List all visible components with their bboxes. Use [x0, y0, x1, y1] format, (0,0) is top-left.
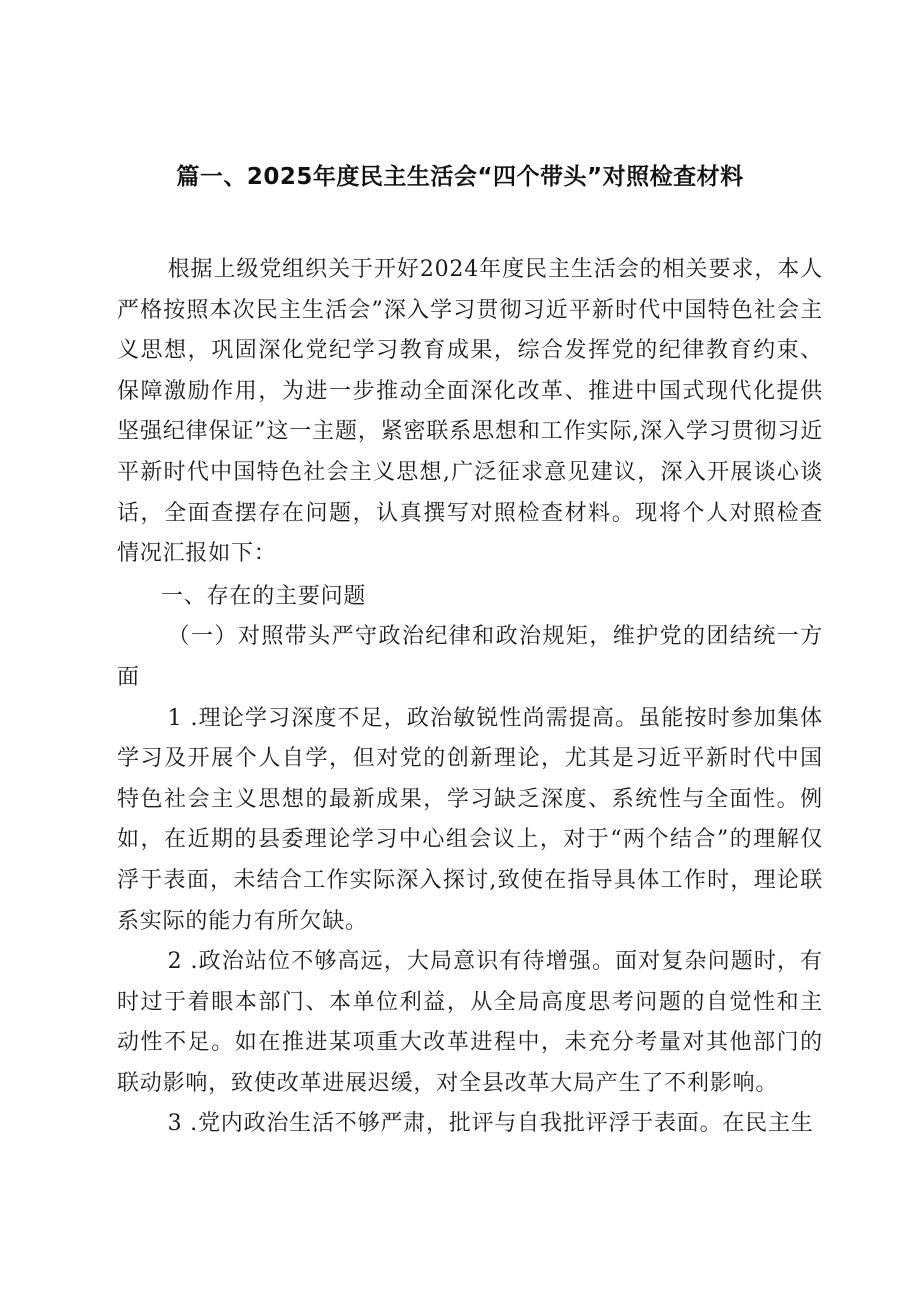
item-2-paragraph: 2 .政治站位不够高远，大局意识有待增强。面对复杂问题时，有时过于着眼本部门、本单位利益，从全局高度思考问题的自觉性和主动性不足。如在推进某项重大改革进程中，未充分考量对其他部门的联动影响，致使改革进展迟缓，对全县改革大局产生了不利影响。 [117, 949, 823, 1096]
subsection-heading: （一）对照带头严守政治纪律和政治规矩，维护党的团结统一方面 [117, 624, 823, 690]
item-1-paragraph: 1 .理论学习深度不足，政治敏锐性尚需提高。虽能按时参加集体学习及开展个人自学，但对党的创新理论，尤其是习近平新时代中国特色社会主义思想的最新成果，学习缺乏深度、系统性与全面性。例如，在近期的县委理论学习中心组会议上，对于“两个结合”的理解仅浮于表面，未结合工作实际深入探讨,致使在指导具体工作时，理论联系实际的能力有所欠缺。 [117, 705, 823, 934]
document-title: 篇一、2025年度民主生活会“四个带头”对照检查材料 [176, 164, 744, 190]
intro-paragraph: 根据上级党组织关于开好2024年度民主生活会的相关要求，本人严格按照本次民主生活会”深入学习贯彻习近平新时代中国特色社会主义思想，巩固深化党纪学习教育成果，综合发挥党的纪律教育约束、保障激励作用，为进一步推动全面深化改革、推进中国式现代化提供坚强纪律保证”这一主题，紧密联系思想和工作实际,深入学习贯彻习近平新时代中国特色社会主义思想,广泛征求意见建议，深入开展谈心谈话，全面查摆存在问题，认真撰写对照检查材料。现将个人对照检查情况汇报如下： [117, 257, 823, 567]
document-body [117, 250, 823, 1145]
section-heading: 一、存在的主要问题 [161, 583, 367, 609]
item-3-paragraph: 3 .党内政治生活不够严肃，批评与自我批评浮于表面。在民主生 [167, 1111, 814, 1137]
